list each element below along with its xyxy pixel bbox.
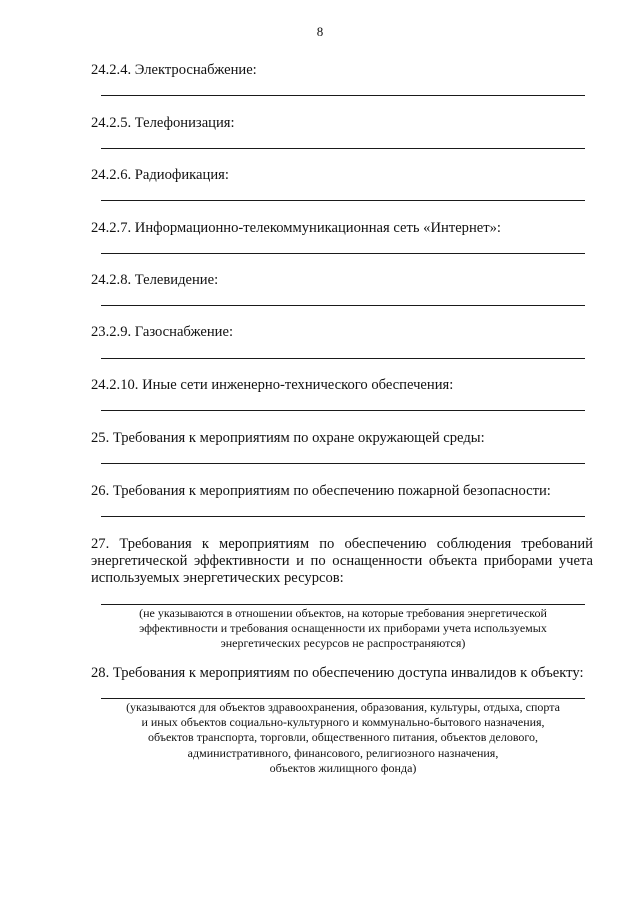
note-line: энергетических ресурсов не распространяются) xyxy=(220,636,466,651)
field-label-environment: 25. Требования к мероприятиям по охране окружающей среды: xyxy=(91,430,485,446)
field-label-gas-supply: 23.2.9. Газоснабжение: xyxy=(91,324,234,340)
field-label-internet: 24.2.7. Информационно-телекоммуникационная сеть «Интернет»: xyxy=(91,220,501,236)
fill-line-energy-efficiency[interactable] xyxy=(101,604,585,605)
section-27-text xyxy=(91,536,593,587)
fill-line-radio[interactable] xyxy=(101,200,585,201)
field-label-telephony: 24.2.5. Телефонизация: xyxy=(91,115,235,131)
section-27-note xyxy=(101,606,585,652)
field-label-electricity: 24.2.4. Электроснабжение: xyxy=(91,62,257,78)
note-line: и иных объектов социально-культурного и коммунально-бытового назначения, xyxy=(141,715,545,730)
fill-line-television[interactable] xyxy=(101,305,585,306)
section-27-line: энергетической эффективности и по оснащенности объекта приборами учета xyxy=(91,553,593,569)
fill-line-internet[interactable] xyxy=(101,253,585,254)
fill-line-electricity[interactable] xyxy=(101,95,585,96)
note-line: (не указываются в отношении объектов, на которые требования энергетической xyxy=(139,606,547,620)
field-label-other-networks: 24.2.10. Иные сети инженерно-технического обеспечения: xyxy=(91,377,454,393)
fill-line-gas-supply[interactable] xyxy=(101,358,585,359)
note-line: административного, финансового, религиозного назначения, xyxy=(187,745,499,760)
section-27-line: используемых энергетических ресурсов: xyxy=(91,570,344,586)
page-number: 8 xyxy=(316,24,324,39)
field-label-disability-access: 28. Требования к мероприятиям по обеспечению доступа инвалидов к объекту: xyxy=(91,665,584,681)
field-label-radio: 24.2.6. Радиофикация: xyxy=(91,167,229,183)
fill-line-other-networks[interactable] xyxy=(101,410,585,411)
fill-line-telephony[interactable] xyxy=(101,148,585,149)
note-line: объектов жилищного фонда) xyxy=(269,760,417,775)
field-label-fire-safety: 26. Требования к мероприятиям по обеспечению пожарной безопасности: xyxy=(91,483,551,499)
fill-line-disability-access[interactable] xyxy=(101,698,585,699)
fill-line-environment[interactable] xyxy=(101,463,585,464)
note-line: (указываются для объектов здравоохранения, образования, культуры, отдыха, спорта xyxy=(126,700,560,714)
section-27-line: 27. Требования к мероприятиям по обеспечению соблюдения требований xyxy=(91,536,593,552)
section-28-note xyxy=(101,700,585,776)
fill-line-fire-safety[interactable] xyxy=(101,516,585,517)
note-line: эффективности и требования оснащенности их приборами учета используемых xyxy=(139,621,547,636)
field-label-television: 24.2.8. Телевидение: xyxy=(91,272,219,288)
note-line: объектов транспорта, торговли, общественного питания, объектов делового, xyxy=(147,730,539,745)
